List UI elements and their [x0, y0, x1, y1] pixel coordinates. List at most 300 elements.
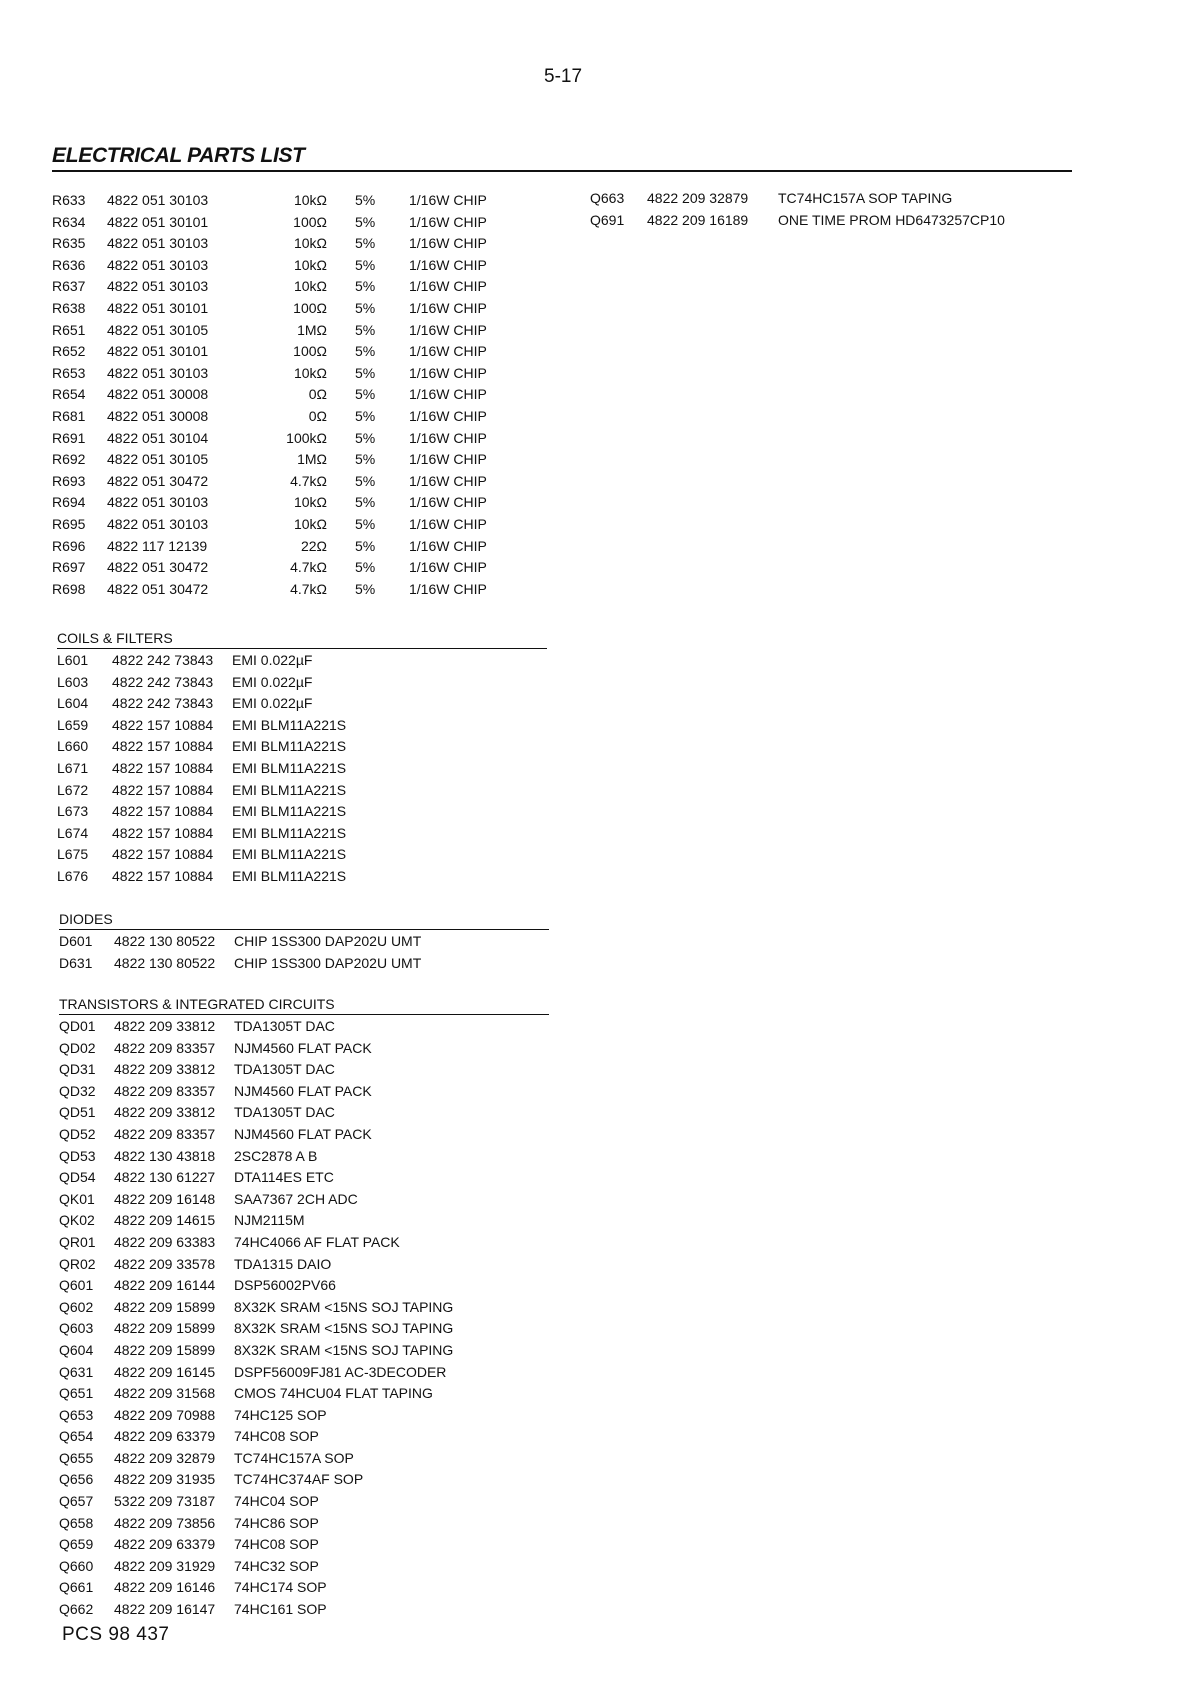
part-number: 4822 209 33812	[114, 1061, 216, 1078]
table-row	[59, 1383, 559, 1405]
table-row	[57, 844, 557, 866]
tolerance: 5%	[355, 472, 376, 489]
part-number: 4822 051 30105	[107, 451, 209, 468]
part-number: 4822 209 70988	[114, 1406, 216, 1423]
footer-code: PCS 98 437	[62, 1624, 170, 1645]
ref-designator: R637	[52, 278, 86, 295]
tolerance: 5%	[355, 515, 376, 532]
table-row	[57, 823, 557, 845]
description: 74HC08 SOP	[234, 1428, 319, 1445]
page-number: 5-17	[544, 66, 583, 87]
table-row	[59, 1556, 559, 1578]
table-row	[57, 736, 557, 758]
table-row	[52, 428, 522, 450]
table-row	[59, 1340, 559, 1362]
part-number: 4822 209 83357	[114, 1039, 216, 1056]
component-value: 22Ω	[300, 537, 327, 554]
tolerance: 5%	[355, 580, 376, 597]
component-value: 10kΩ	[293, 494, 327, 511]
ref-designator: Q601	[59, 1277, 94, 1294]
table-row	[59, 1426, 559, 1448]
description: 1/16W CHIP	[409, 321, 487, 338]
tolerance: 5%	[355, 559, 376, 576]
ref-designator: R636	[52, 256, 86, 273]
part-number: 4822 209 63379	[114, 1428, 216, 1445]
description: NJM4560 FLAT PACK	[234, 1125, 372, 1142]
part-number: 4822 051 30103	[107, 192, 209, 208]
description: ONE TIME PROM HD6473257CP10	[778, 211, 1005, 228]
part-number: 4822 051 30104	[107, 429, 209, 446]
description: TDA1305T DAC	[234, 1061, 335, 1078]
ref-designator: Q603	[59, 1320, 94, 1337]
ref-designator: QK02	[59, 1212, 95, 1229]
component-value: 10kΩ	[293, 235, 327, 252]
description: NJM4560 FLAT PACK	[234, 1039, 372, 1056]
ref-designator: Q661	[59, 1579, 94, 1596]
part-number: 4822 209 16144	[114, 1277, 216, 1294]
component-value: 10kΩ	[293, 515, 327, 532]
part-number: 4822 051 30103	[107, 515, 209, 532]
tolerance: 5%	[355, 407, 376, 424]
description: EMI BLM11A221S	[232, 846, 347, 863]
component-value: 4.7kΩ	[290, 559, 327, 576]
part-number: 4822 051 30472	[107, 472, 209, 489]
tolerance: 5%	[355, 235, 376, 252]
part-number: 4822 130 80522	[114, 933, 216, 949]
description: TDA1305T DAC	[234, 1018, 335, 1034]
description: EMI 0.022µF	[232, 673, 313, 690]
ref-designator: Q662	[59, 1601, 94, 1618]
component-value: 10kΩ	[293, 256, 327, 273]
ref-designator: L660	[57, 738, 89, 755]
part-number: 4822 157 10884	[112, 738, 214, 755]
table-row	[59, 1362, 559, 1384]
table-row	[57, 866, 557, 888]
ref-designator: R653	[52, 364, 86, 381]
diodes-rule	[59, 929, 549, 930]
part-number: 4822 209 15899	[114, 1320, 216, 1337]
table-row	[59, 1513, 559, 1535]
table-row	[59, 1167, 559, 1189]
coils-section	[57, 628, 557, 888]
tolerance: 5%	[355, 299, 376, 316]
table-row	[59, 1016, 559, 1038]
table-row	[59, 1577, 559, 1599]
table-row	[59, 1059, 559, 1081]
table-row	[590, 210, 1070, 232]
part-number: 4822 130 61227	[114, 1169, 216, 1186]
tolerance: 5%	[355, 192, 376, 208]
part-number: 4822 209 31568	[114, 1385, 216, 1402]
ref-designator: Q691	[590, 211, 625, 228]
coils-rule	[57, 648, 547, 649]
tolerance: 5%	[355, 537, 376, 554]
table-row	[59, 1599, 559, 1621]
part-number: 4822 209 16189	[647, 211, 749, 228]
right-column-list	[590, 188, 1070, 231]
part-number: 4822 051 30472	[107, 559, 209, 576]
table-row	[52, 579, 522, 601]
description: EMI 0.022µF	[232, 695, 313, 712]
ref-designator: L604	[57, 695, 89, 712]
tolerance: 5%	[355, 364, 376, 381]
description: TC74HC157A SOP	[234, 1449, 354, 1466]
ref-designator: Q663	[590, 190, 625, 206]
description: 1/16W CHIP	[409, 472, 487, 489]
description: 1/16W CHIP	[409, 192, 487, 208]
table-row	[59, 1124, 559, 1146]
description: TC74HC157A SOP TAPING	[778, 190, 953, 206]
description: 74HC04 SOP	[234, 1493, 319, 1510]
description: 8X32K SRAM <15NS SOJ TAPING	[234, 1341, 454, 1358]
part-number: 4822 209 15899	[114, 1341, 216, 1358]
component-value: 10kΩ	[293, 364, 327, 381]
description: 74HC86 SOP	[234, 1514, 319, 1531]
part-number: 4822 157 10884	[112, 824, 214, 841]
resistor-table	[52, 190, 522, 600]
description: 8X32K SRAM <15NS SOJ TAPING	[234, 1298, 454, 1315]
description: 1/16W CHIP	[409, 256, 487, 273]
table-row	[59, 1405, 559, 1427]
part-number: 4822 209 15899	[114, 1298, 216, 1315]
table-row	[57, 715, 557, 737]
description: 2SC2878 A B	[234, 1147, 318, 1164]
part-number: 4822 051 30472	[107, 580, 209, 597]
description: 74HC4066 AF FLAT PACK	[234, 1233, 400, 1250]
part-number: 4822 051 30008	[107, 407, 209, 424]
part-number: 4822 051 30101	[107, 343, 209, 360]
table-row	[52, 406, 522, 428]
ref-designator: D631	[59, 954, 93, 971]
ref-designator: QR02	[59, 1255, 96, 1272]
description: 74HC125 SOP	[234, 1406, 327, 1423]
table-row	[57, 801, 557, 823]
table-row	[52, 341, 522, 363]
ref-designator: R652	[52, 343, 86, 360]
part-number: 4822 051 30103	[107, 235, 209, 252]
description: 74HC08 SOP	[234, 1536, 319, 1553]
description: 74HC32 SOP	[234, 1557, 319, 1574]
table-row	[59, 1275, 559, 1297]
ref-designator: Q656	[59, 1471, 94, 1488]
table-row	[59, 1102, 559, 1124]
component-value: 0Ω	[308, 407, 327, 424]
ref-designator: L672	[57, 781, 89, 798]
ref-designator: QD52	[59, 1125, 96, 1142]
table-row	[52, 320, 522, 342]
part-number: 4822 051 30101	[107, 299, 209, 316]
ref-designator: R694	[52, 494, 86, 511]
table-row	[59, 1254, 559, 1276]
ref-designator: Q602	[59, 1298, 94, 1315]
table-row	[52, 276, 522, 298]
ref-designator: Q655	[59, 1449, 94, 1466]
part-number: 4822 209 63383	[114, 1233, 216, 1250]
description: 1/16W CHIP	[409, 580, 487, 597]
part-number: 4822 130 80522	[114, 954, 216, 971]
description: 1/16W CHIP	[409, 343, 487, 360]
table-row	[59, 1081, 559, 1103]
description: DSP56002PV66	[234, 1277, 336, 1294]
table-row	[52, 190, 522, 212]
part-number: 4822 209 73856	[114, 1514, 216, 1531]
part-number: 4822 051 30103	[107, 256, 209, 273]
description: TC74HC374AF SOP	[234, 1471, 364, 1488]
table-row	[59, 953, 559, 975]
description: TDA1305T DAC	[234, 1104, 335, 1121]
part-number: 4822 209 32879	[114, 1449, 216, 1466]
table-row	[52, 298, 522, 320]
description: 1/16W CHIP	[409, 364, 487, 381]
ref-designator: R697	[52, 559, 86, 576]
ref-designator: D601	[59, 933, 93, 949]
ref-designator: QD54	[59, 1169, 96, 1186]
description: 1/16W CHIP	[409, 451, 487, 468]
description: TDA1315 DAIO	[234, 1255, 332, 1272]
transistors-heading: TRANSISTORS & INTEGRATED CIRCUITS	[59, 996, 335, 1012]
ref-designator: Q659	[59, 1536, 94, 1553]
table-row	[59, 1210, 559, 1232]
table-row	[52, 536, 522, 558]
page-title: ELECTRICAL PARTS LIST	[52, 144, 305, 167]
table-row	[52, 449, 522, 471]
tolerance: 5%	[355, 386, 376, 403]
part-number: 4822 209 16146	[114, 1579, 216, 1596]
table-row	[52, 514, 522, 536]
ref-designator: Q658	[59, 1514, 94, 1531]
ref-designator: L675	[57, 846, 89, 863]
ref-designator: R654	[52, 386, 86, 403]
component-value: 4.7kΩ	[290, 472, 327, 489]
table-row	[59, 1534, 559, 1556]
component-value: 100Ω	[293, 213, 327, 230]
table-row	[59, 1146, 559, 1168]
coils-heading: COILS & FILTERS	[57, 630, 173, 646]
table-row	[57, 650, 557, 672]
diodes-list	[59, 931, 559, 974]
part-number: 4822 209 83357	[114, 1082, 216, 1099]
description: EMI BLM11A221S	[232, 759, 347, 776]
part-number: 4822 117 12139	[107, 537, 208, 554]
part-number: 4822 157 10884	[112, 846, 214, 863]
description: EMI BLM11A221S	[232, 803, 347, 820]
part-number: 4822 157 10884	[112, 781, 214, 798]
table-row	[57, 693, 557, 715]
component-value: 1MΩ	[297, 451, 327, 468]
ref-designator: R696	[52, 537, 86, 554]
table-row	[52, 212, 522, 234]
ref-designator: R633	[52, 192, 86, 208]
part-number: 4822 157 10884	[112, 867, 214, 884]
part-number: 4822 209 16145	[114, 1363, 216, 1380]
component-value: 0Ω	[308, 386, 327, 403]
ref-designator: R681	[52, 407, 86, 424]
part-number: 4822 157 10884	[112, 759, 214, 776]
table-row	[52, 557, 522, 579]
description: EMI 0.022µF	[232, 652, 313, 668]
transistors-list	[59, 1016, 559, 1621]
table-row	[59, 1448, 559, 1470]
transistors-section	[59, 994, 559, 1621]
table-row	[57, 758, 557, 780]
part-number: 4822 051 30105	[107, 321, 209, 338]
table-row	[59, 931, 559, 953]
part-number: 4822 209 31935	[114, 1471, 216, 1488]
ref-designator: L673	[57, 803, 89, 820]
table-row	[59, 1232, 559, 1254]
ref-designator: L676	[57, 867, 89, 884]
ref-designator: QD53	[59, 1147, 96, 1164]
ref-designator: R695	[52, 515, 86, 532]
description: EMI BLM11A221S	[232, 738, 347, 755]
part-number: 4822 209 33812	[114, 1018, 216, 1034]
table-row	[52, 363, 522, 385]
part-number: 4822 242 73843	[112, 652, 214, 668]
ref-designator: Q660	[59, 1557, 94, 1574]
tolerance: 5%	[355, 343, 376, 360]
description: EMI BLM11A221S	[232, 781, 347, 798]
description: 1/16W CHIP	[409, 429, 487, 446]
part-number: 4822 209 14615	[114, 1212, 216, 1229]
part-number: 4822 209 16148	[114, 1190, 216, 1207]
ref-designator: L674	[57, 824, 89, 841]
part-number: 4822 209 32879	[647, 190, 749, 206]
ref-designator: QD51	[59, 1104, 96, 1121]
ref-designator: Q654	[59, 1428, 94, 1445]
description: DTA114ES ETC	[234, 1169, 334, 1186]
table-row	[57, 672, 557, 694]
description: 1/16W CHIP	[409, 537, 487, 554]
ref-designator: Q653	[59, 1406, 94, 1423]
part-number: 4822 209 83357	[114, 1125, 216, 1142]
ref-designator: Q631	[59, 1363, 94, 1380]
part-number: 4822 242 73843	[112, 695, 214, 712]
ref-designator: R698	[52, 580, 86, 597]
table-row	[52, 492, 522, 514]
part-number: 4822 157 10884	[112, 716, 214, 733]
description: 1/16W CHIP	[409, 299, 487, 316]
ref-designator: Q657	[59, 1493, 94, 1510]
tolerance: 5%	[355, 451, 376, 468]
table-row	[590, 188, 1070, 210]
ref-designator: QD02	[59, 1039, 96, 1056]
description: NJM4560 FLAT PACK	[234, 1082, 372, 1099]
description: 1/16W CHIP	[409, 213, 487, 230]
table-row	[59, 1189, 559, 1211]
tolerance: 5%	[355, 256, 376, 273]
part-number: 4822 051 30103	[107, 278, 209, 295]
part-number: 5322 209 73187	[114, 1493, 216, 1510]
ref-designator: QD32	[59, 1082, 96, 1099]
component-value: 100kΩ	[286, 429, 327, 446]
ref-designator: L659	[57, 716, 89, 733]
description: 1/16W CHIP	[409, 235, 487, 252]
ref-designator: R691	[52, 429, 86, 446]
part-number: 4822 242 73843	[112, 673, 214, 690]
description: 8X32K SRAM <15NS SOJ TAPING	[234, 1320, 454, 1337]
description: SAA7367 2CH ADC	[234, 1190, 358, 1207]
description: 1/16W CHIP	[409, 559, 487, 576]
ref-designator: R651	[52, 321, 86, 338]
diodes-section	[59, 909, 559, 974]
diodes-heading: DIODES	[59, 911, 113, 927]
component-value: 100Ω	[293, 343, 327, 360]
table-row	[59, 1469, 559, 1491]
component-value: 100Ω	[293, 299, 327, 316]
ref-designator: L601	[57, 652, 89, 668]
part-number: 4822 051 30103	[107, 494, 209, 511]
ref-designator: QK01	[59, 1190, 95, 1207]
ref-designator: QR01	[59, 1233, 96, 1250]
table-row	[57, 780, 557, 802]
part-number: 4822 130 43818	[114, 1147, 216, 1164]
ref-designator: R693	[52, 472, 86, 489]
component-value: 10kΩ	[293, 192, 327, 208]
table-row	[59, 1318, 559, 1340]
ref-designator: Q651	[59, 1385, 94, 1402]
part-number: 4822 209 31929	[114, 1557, 216, 1574]
ref-designator: QD01	[59, 1018, 96, 1034]
table-row	[52, 471, 522, 493]
description: CHIP 1SS300 DAP202U UMT	[234, 933, 422, 949]
description: 1/16W CHIP	[409, 515, 487, 532]
description: 1/16W CHIP	[409, 407, 487, 424]
part-number: 4822 209 33812	[114, 1104, 216, 1121]
tolerance: 5%	[355, 213, 376, 230]
part-number: 4822 051 30008	[107, 386, 209, 403]
table-row	[59, 1491, 559, 1513]
part-number: 4822 209 63379	[114, 1536, 216, 1553]
ref-designator: L603	[57, 673, 89, 690]
description: 1/16W CHIP	[409, 494, 487, 511]
description: EMI BLM11A221S	[232, 716, 347, 733]
component-value: 1MΩ	[297, 321, 327, 338]
description: 1/16W CHIP	[409, 386, 487, 403]
part-number: 4822 051 30103	[107, 364, 209, 381]
table-row	[52, 384, 522, 406]
component-value: 4.7kΩ	[290, 580, 327, 597]
ref-designator: R692	[52, 451, 86, 468]
description: EMI BLM11A221S	[232, 867, 347, 884]
ref-designator: L671	[57, 759, 89, 776]
coils-list	[57, 650, 557, 888]
table-row	[52, 255, 522, 277]
ref-designator: R635	[52, 235, 86, 252]
tolerance: 5%	[355, 494, 376, 511]
ref-designator: Q604	[59, 1341, 94, 1358]
description: 74HC174 SOP	[234, 1579, 327, 1596]
tolerance: 5%	[355, 278, 376, 295]
description: EMI BLM11A221S	[232, 824, 347, 841]
transistors-rule	[59, 1014, 549, 1015]
ref-designator: R634	[52, 213, 86, 230]
description: DSPF56009FJ81 AC-3DECODER	[234, 1363, 447, 1380]
part-number: 4822 209 33578	[114, 1255, 216, 1272]
title-rule	[52, 170, 1072, 172]
description: CHIP 1SS300 DAP202U UMT	[234, 954, 422, 971]
part-number: 4822 209 16147	[114, 1601, 216, 1618]
description: 1/16W CHIP	[409, 278, 487, 295]
ref-designator: QD31	[59, 1061, 96, 1078]
part-number: 4822 051 30101	[107, 213, 209, 230]
table-row	[59, 1297, 559, 1319]
tolerance: 5%	[355, 321, 376, 338]
table-row	[52, 233, 522, 255]
description: CMOS 74HCU04 FLAT TAPING	[234, 1385, 433, 1402]
table-row	[59, 1038, 559, 1060]
description: 74HC161 SOP	[234, 1601, 327, 1618]
part-number: 4822 157 10884	[112, 803, 214, 820]
